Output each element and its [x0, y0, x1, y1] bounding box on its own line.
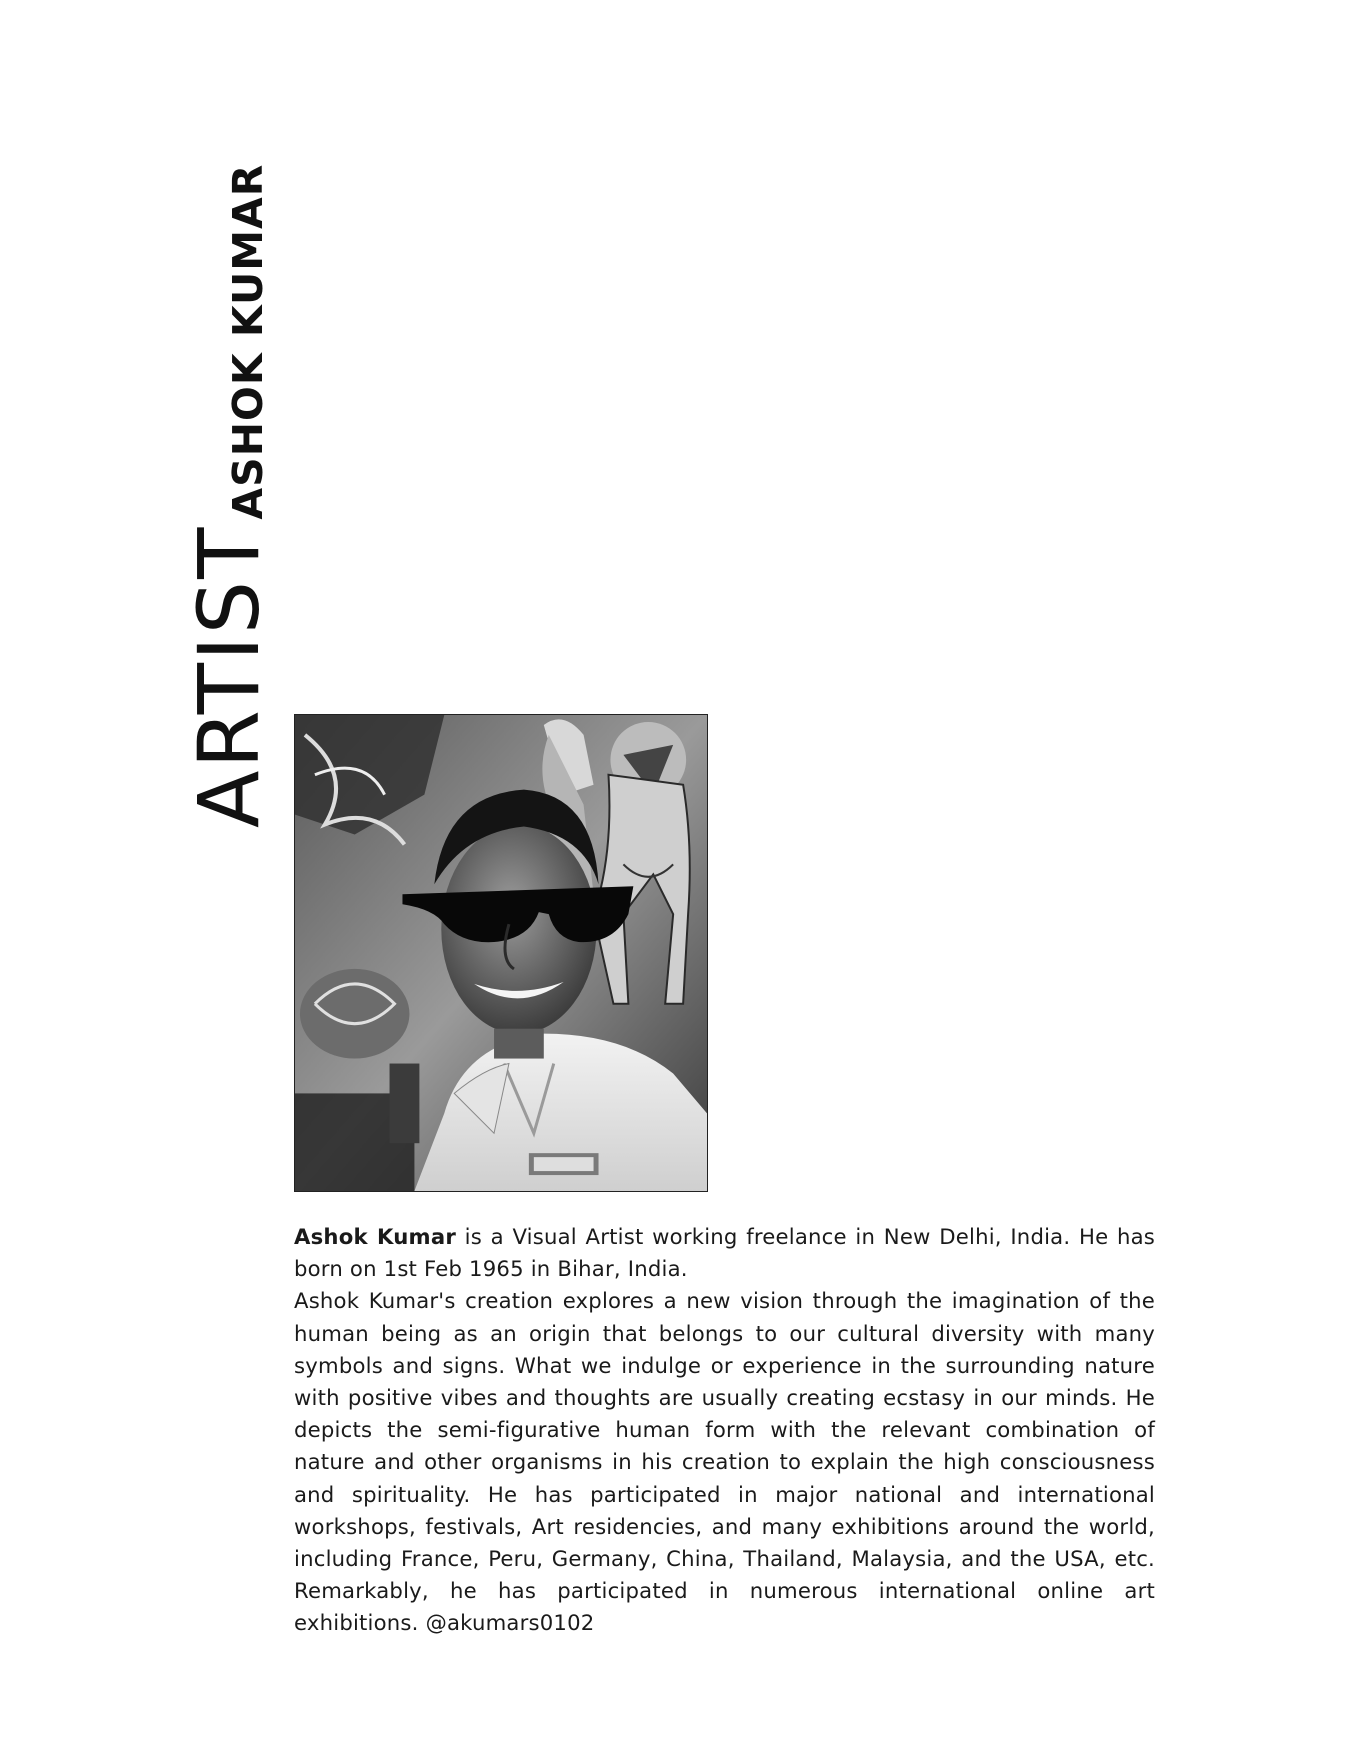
vertical-title-text [180, 163, 278, 828]
bio-body-paragraph [294, 1285, 1155, 1639]
artist-portrait-illustration [295, 715, 707, 1191]
bio-intro-text: is a Visual Artist working freelance in New Delhi, India. He has born on 1st Feb 1965 in Bihar, India. [294, 1224, 1156, 1282]
artist-bio [294, 1221, 1155, 1640]
bio-intro-paragraph [294, 1221, 1155, 1285]
artist-photo [294, 714, 708, 1192]
section-label: ARTIST [180, 525, 278, 828]
bio-body-text: Ashok Kumar's creation explores a new vision through the imagination of the human being as an origin that belongs to our cultural diversity with many symbols and signs. What we indulge or experience in the surrounding nature with positive vibes and thoughts are usually creating ecstasy in our minds. He depicts the semi-figurative human form with the relevant combination of nature and other organisms in his creation to explain the high consciousness and spirituality. He has participated in major national and international workshops, festivals, Art residencies, and many exhibitions around the world, including France, Peru, Germany, China, Thailand, Malaysia, and the USA, etc. Remarkably, he has participated in numerous international online art exhibitions. [294, 1288, 1155, 1636]
bio-artist-name: Ashok Kumar [294, 1224, 456, 1249]
artist-name-heading: ASHOK KUMAR [224, 163, 272, 520]
social-handle: @akumars0102 [425, 1610, 595, 1636]
